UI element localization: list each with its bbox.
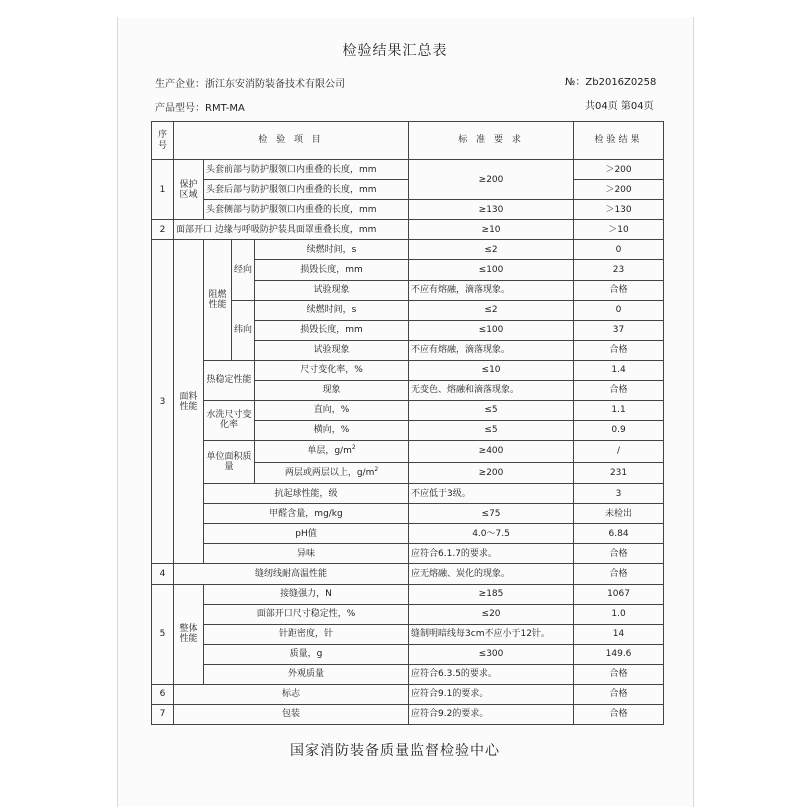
header-row — [152, 122, 664, 160]
item-weight: 质量，g — [204, 644, 409, 664]
product-model: 产品型号：RMT-MA — [155, 103, 245, 114]
item-open-stability: 面部开口尺寸稳定性，% — [204, 604, 409, 624]
std-warp-damage: ≤100 — [409, 260, 574, 280]
table-row — [152, 160, 664, 180]
table-row — [152, 524, 664, 544]
sub-heat: 热稳定性能 — [204, 360, 255, 400]
std-warp-phenom: 不应有熔融，滴落现象。 — [409, 280, 574, 300]
sub-weft: 纬向 — [232, 300, 255, 360]
table-row — [152, 624, 664, 644]
table-row — [152, 644, 664, 664]
item-thread: 缝纫线耐高温性能 — [174, 564, 409, 584]
header-item: 检 验 项 目 — [174, 122, 409, 160]
item-seam: 接缝强力，N — [204, 584, 409, 604]
result-face-opening: ＞10 — [574, 220, 664, 240]
table-row — [152, 584, 664, 604]
result-stitch: 14 — [574, 624, 664, 644]
table-row — [152, 504, 664, 524]
manufacturer: 生产企业：浙江东安消防装备技术有限公司 — [155, 79, 345, 90]
header-result: 检验结果 — [574, 122, 664, 160]
table-row — [152, 544, 664, 564]
table-row — [152, 440, 664, 462]
result-ph: 6.84 — [574, 524, 664, 544]
item-stitch: 针距密度，针 — [204, 624, 409, 644]
header-standard: 标 准 要 求 — [409, 122, 574, 160]
table-row — [152, 604, 664, 624]
result-warp-damage: 23 — [574, 260, 664, 280]
result-seam: 1067 — [574, 584, 664, 604]
seq-1: 1 — [152, 160, 174, 220]
item-odor: 异味 — [204, 544, 409, 564]
item-warp-damage: 损毁长度，mm — [255, 260, 409, 280]
result-mass-double: 231 — [574, 462, 664, 484]
seq-6: 6 — [152, 684, 174, 704]
item-marking: 标志 — [174, 684, 409, 704]
table-row — [152, 200, 664, 220]
std-packaging: 应符合9.2的要求。 — [409, 704, 574, 724]
result-thread: 合格 — [574, 564, 664, 584]
item-weft-phenom: 试验现象 — [255, 340, 409, 360]
item-wash-l: 直向，% — [255, 400, 409, 420]
group-protection: 保护区域 — [174, 160, 204, 220]
result-heat-phen: 合格 — [574, 380, 664, 400]
result-mass-single: / — [574, 440, 664, 462]
result-wash-l: 1.1 — [574, 400, 664, 420]
table-row — [152, 180, 664, 200]
item-formaldehyde: 甲醛含量，mg/kg — [204, 504, 409, 524]
result-back: ＞200 — [574, 180, 664, 200]
item-wash-w: 横向，% — [255, 420, 409, 440]
sub-wash: 水洗尺寸变化率 — [204, 400, 255, 440]
item-mass-single: 单层，$g/m^2$ — [255, 440, 409, 462]
sub-warp: 经向 — [232, 240, 255, 300]
std-heat-phen: 无变色、熔融和滴落现象。 — [409, 380, 574, 400]
sub-flame: 阻燃性能 — [204, 240, 232, 360]
std-weft-afterflame: ≤2 — [409, 300, 574, 320]
group-overall: 整体性能 — [174, 584, 204, 684]
item-warp-afterflame: 续燃时间，s — [255, 240, 409, 260]
std-weft-phenom: 不应有熔融，滴落现象。 — [409, 340, 574, 360]
result-heat-dim: 1.4 — [574, 360, 664, 380]
std-mass-double: ≥200 — [409, 462, 574, 484]
item-appearance: 外观质量 — [204, 664, 409, 684]
sub-mass: 单位面积质量 — [204, 440, 255, 484]
std-odor: 应符合6.1.7的要求。 — [409, 544, 574, 564]
std-mass-single: ≥400 — [409, 440, 574, 462]
result-warp-afterflame: 0 — [574, 240, 664, 260]
table-row — [152, 564, 664, 584]
result-wash-w: 0.9 — [574, 420, 664, 440]
seq-4: 4 — [152, 564, 174, 584]
item-warp-phenom: 试验现象 — [255, 280, 409, 300]
result-open-stability: 1.0 — [574, 604, 664, 624]
item-mass-double: 两层或两层以上，$g/m^2$ — [255, 462, 409, 484]
issuer-footer: 国家消防装备质量监督检验中心 — [290, 743, 500, 759]
header-seq: 序号 — [152, 122, 174, 160]
seq-2: 2 — [152, 220, 174, 240]
item-ph: pH值 — [204, 524, 409, 544]
doc-title: 检验结果汇总表 — [342, 43, 448, 59]
table-row — [152, 220, 664, 240]
item-heat-phen: 现象 — [255, 380, 409, 400]
item-pilling: 抗起球性能，级 — [204, 484, 409, 504]
std-formaldehyde: ≤75 — [409, 504, 574, 524]
result-weft-phenom: 合格 — [574, 340, 664, 360]
std-heat-dim: ≤10 — [409, 360, 574, 380]
seq-3: 3 — [152, 240, 174, 564]
std-ph: 4.0～7.5 — [409, 524, 574, 544]
std-weft-damage: ≤100 — [409, 320, 574, 340]
item-front-overlap: 头套前部与防护服领口内重叠的长度，mm — [204, 160, 409, 180]
std-stitch: 缝制明暗线每3cm不应小于12针。 — [409, 624, 574, 644]
table-row — [152, 664, 664, 684]
std-marking: 应符合9.1的要求。 — [409, 684, 574, 704]
item-heat-dim: 尺寸变化率，% — [255, 360, 409, 380]
item-back-overlap: 头套后部与防护服领口内重叠的长度，mm — [204, 180, 409, 200]
results-table — [151, 121, 664, 725]
item-side-overlap: 头套侧部与防护服领口内重叠的长度，mm — [204, 200, 409, 220]
std-face-opening: ≥10 — [409, 220, 574, 240]
std-wash-w: ≤5 — [409, 420, 574, 440]
result-formaldehyde: 未检出 — [574, 504, 664, 524]
result-side: ＞130 — [574, 200, 664, 220]
result-marking: 合格 — [574, 684, 664, 704]
group-fabric: 面料性能 — [174, 240, 204, 564]
std-wash-l: ≤5 — [409, 400, 574, 420]
report-number: №：Zb2016Z0258 — [565, 77, 657, 88]
table-row — [152, 400, 664, 420]
std-open-stability: ≤20 — [409, 604, 574, 624]
table-row — [152, 360, 664, 380]
std-pilling: 不应低于3级。 — [409, 484, 574, 504]
std-appearance: 应符合6.3.5的要求。 — [409, 664, 574, 684]
seq-5: 5 — [152, 584, 174, 684]
result-weft-damage: 37 — [574, 320, 664, 340]
result-warp-phenom: 合格 — [574, 280, 664, 300]
result-weight: 149.6 — [574, 644, 664, 664]
result-front: ＞200 — [574, 160, 664, 180]
seq-7: 7 — [152, 704, 174, 724]
page-info: 共04页 第04页 — [585, 101, 654, 112]
std-thread: 应无熔融、炭化的现象。 — [409, 564, 574, 584]
result-weft-afterflame: 0 — [574, 300, 664, 320]
table-row — [152, 684, 664, 704]
item-packaging: 包装 — [174, 704, 409, 724]
std-front-back: ≥200 — [409, 160, 574, 200]
std-side: ≥130 — [409, 200, 574, 220]
table-row — [152, 240, 664, 260]
item-weft-damage: 损毁长度，mm — [255, 320, 409, 340]
table-row — [152, 484, 664, 504]
std-weight: ≤300 — [409, 644, 574, 664]
table-row — [152, 704, 664, 724]
result-packaging: 合格 — [574, 704, 664, 724]
item-weft-afterflame: 续燃时间，s — [255, 300, 409, 320]
result-appearance: 合格 — [574, 664, 664, 684]
item-face-opening: 面部开口 边缘与呼吸防护装具面罩重叠长度，mm — [174, 220, 409, 240]
result-pilling: 3 — [574, 484, 664, 504]
std-warp-afterflame: ≤2 — [409, 240, 574, 260]
result-odor: 合格 — [574, 544, 664, 564]
std-seam: ≥185 — [409, 584, 574, 604]
